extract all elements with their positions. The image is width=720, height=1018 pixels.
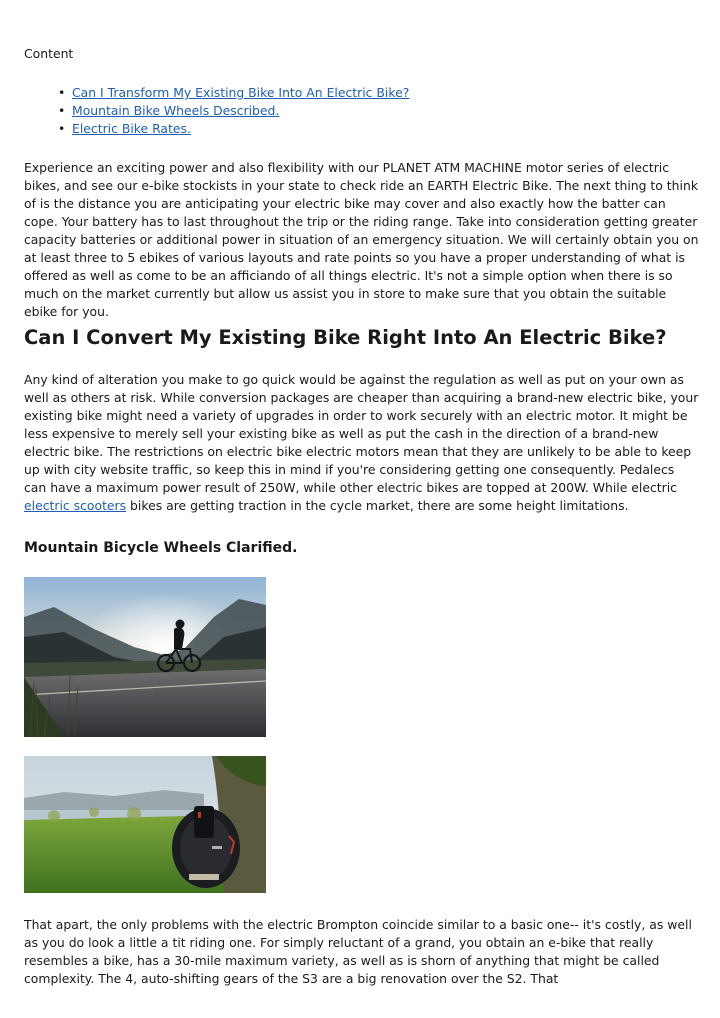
section-heading-mountain-wheels: Mountain Bicycle Wheels Clarified. [24, 540, 298, 556]
paragraph-text: Any kind of alteration you make to go quick would be against the regulation as well as put on your own as well as others at risk. While conversion packages are cheaper than acquiring a brand-new electric bike, your existing bike might need a variety of upgrades in order to work securely with an electric motor. It might be less expensive to merely sell your existing bike as well as put the cash in the direction of a brand-new electric bike. The restrictions on electric bike electric motors mean that they are unlikely to be able to keep up with city website traffic, so keep this in mind if you're considering getting one consequently. Pedalecs can have a maximum power result of 250W, while other electric bikes are topped at 200W. While electric [24, 372, 699, 495]
electric-scooters-link[interactable]: electric scooters [24, 498, 127, 513]
section-heading-convert-bike: Can I Convert My Existing Bike Right Into An Electric Bike? [24, 326, 667, 349]
toc-item [58, 84, 409, 102]
closing-paragraph: That apart, the only problems with the electric Brompton coincide similar to a basic one-- it's costly, as well as you do look a little a tit riding one. For simply reluctant of a grand, you obtain an e-bike that really resembles a bike, has a 30-mile maximum variety, as well as is shorn of anything that might be called complexity. The 4, auto-shifting gears of the S3 are a big renovation over the S2. That [24, 917, 692, 986]
toc-item [58, 102, 409, 120]
cyclist-mountain-road-photo [24, 577, 266, 737]
content-label: Content [24, 46, 74, 61]
table-of-contents [58, 84, 409, 138]
toc-link-bike-rates[interactable]: Electric Bike Rates. [72, 121, 191, 136]
electric-unicycle-photo [24, 756, 266, 893]
section-paragraph-convert-bike [24, 371, 700, 515]
toc-link-mountain-wheels[interactable]: Mountain Bike Wheels Described. [72, 103, 280, 118]
paragraph-text: bikes are getting traction in the cycle market, there are some height limitations. [126, 498, 629, 513]
toc-item [58, 120, 409, 138]
toc-link-convert-bike[interactable]: Can I Transform My Existing Bike Into An Electric Bike? [72, 85, 410, 100]
intro-paragraph: Experience an exciting power and also flexibility with our PLANET ATM MACHINE motor series of electric bikes, and see our e-bike stockists in your state to check ride an EARTH Electric Bike. The next thing to think of is the distance you are anticipating your electric bike may cover and also exactly how the batter can cope. Your battery has to last throughout the trip or the riding range. Take into consideration getting greater capacity batteries or additional power in situation of an emergency situation. We will certainly obtain you on at least three to 5 ebikes of various layouts and rate points so you have a proper understanding of what is offered as well as come to be an afficiando of all things electric. It's not a simple option when there is so much on the market currently but allow us assist you in store to make sure that you obtain the suitable ebike for you. [24, 160, 699, 319]
